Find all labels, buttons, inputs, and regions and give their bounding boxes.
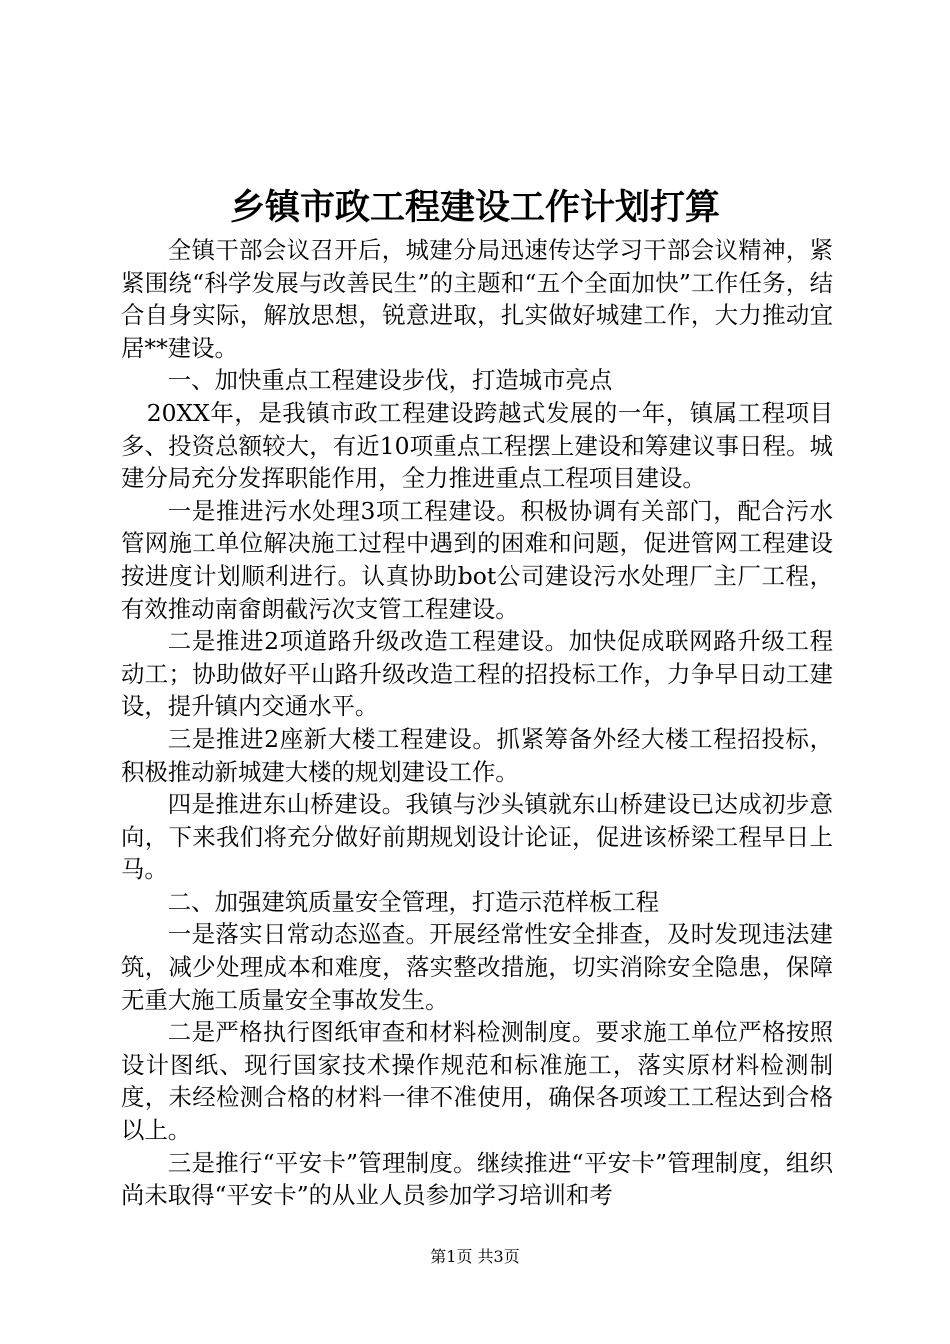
paragraph: 二是推进2项道路升级改造工程建设。加快促成联网路升级工程动工；协助做好平山路升级改造工程的招投标工作，力争早日动工建设，提升镇内交通水平。 — [121, 627, 833, 721]
paragraph: 四是推进东山桥建设。我镇与沙头镇就东山桥建设已达成初步意向，下来我们将充分做好前期规划设计论证，促进该桥梁工程早日上马。 — [121, 790, 833, 884]
document-title: 乡镇市政工程建设工作计划打算 — [229, 187, 720, 228]
paragraph: 三是推进2座新大楼工程建设。抓紧筹备外经大楼工程招投标，积极推动新城建大楼的规划建设工作。 — [121, 724, 833, 786]
paragraph: 二是严格执行图纸审查和材料检测制度。要求施工单位严格按照设计图纸、现行国家技术操作规范和标准施工，落实原材料检测制度，未经检测合格的材料一律不准使用，确保各项竣工工程达到合格以上。 — [121, 1018, 833, 1145]
section-heading-1: 一、加快重点工程建设步伐，打造城市亮点 — [167, 366, 613, 395]
paragraph: 三是推行“平安卡”管理制度。继续推进“平安卡”管理制度，组织尚未取得“平安卡”的从业人员参加学习培训和考 — [121, 1148, 833, 1210]
paragraph-intro: 全镇干部会议召开后，城建分局迅速传达学习干部会议精神，紧紧围绕“科学发展与改善民生”的主题和“五个全面加快”工作任务，结合自身实际，解放思想，锐意进取，扎实做好城建工作，大力推动宜居**建设。 — [121, 236, 833, 362]
page-footer: 第1页 共3页 — [430, 1247, 520, 1266]
document-body — [121, 234, 833, 1212]
section-heading-2: 二、加强建筑质量安全管理，打造示范样板工程 — [167, 887, 659, 916]
paragraph: 一是推进污水处理3项工程建设。积极协调有关部门，配合污水管网施工单位解决施工过程中遇到的困难和问题，促进管网工程建设按进度计划顺利进行。认真协助bot公司建设污水处理厂主厂工程，有效推动南畲朗截污次支管工程建设。 — [121, 496, 833, 623]
paragraph: 一是落实日常动态巡查。开展经常性安全排查，及时发现违法建筑，减少处理成本和难度，落实整改措施，切实消除安全隐患，保障无重大施工质量安全事故发生。 — [121, 920, 833, 1014]
paragraph: 20XX年，是我镇市政工程建设跨越式发展的一年，镇属工程项目多、投资总额较大，有近10项重点工程摆上建设和筹建议事日程。城建分局充分发挥职能作用，全力推进重点工程项目建设。 — [121, 398, 833, 493]
